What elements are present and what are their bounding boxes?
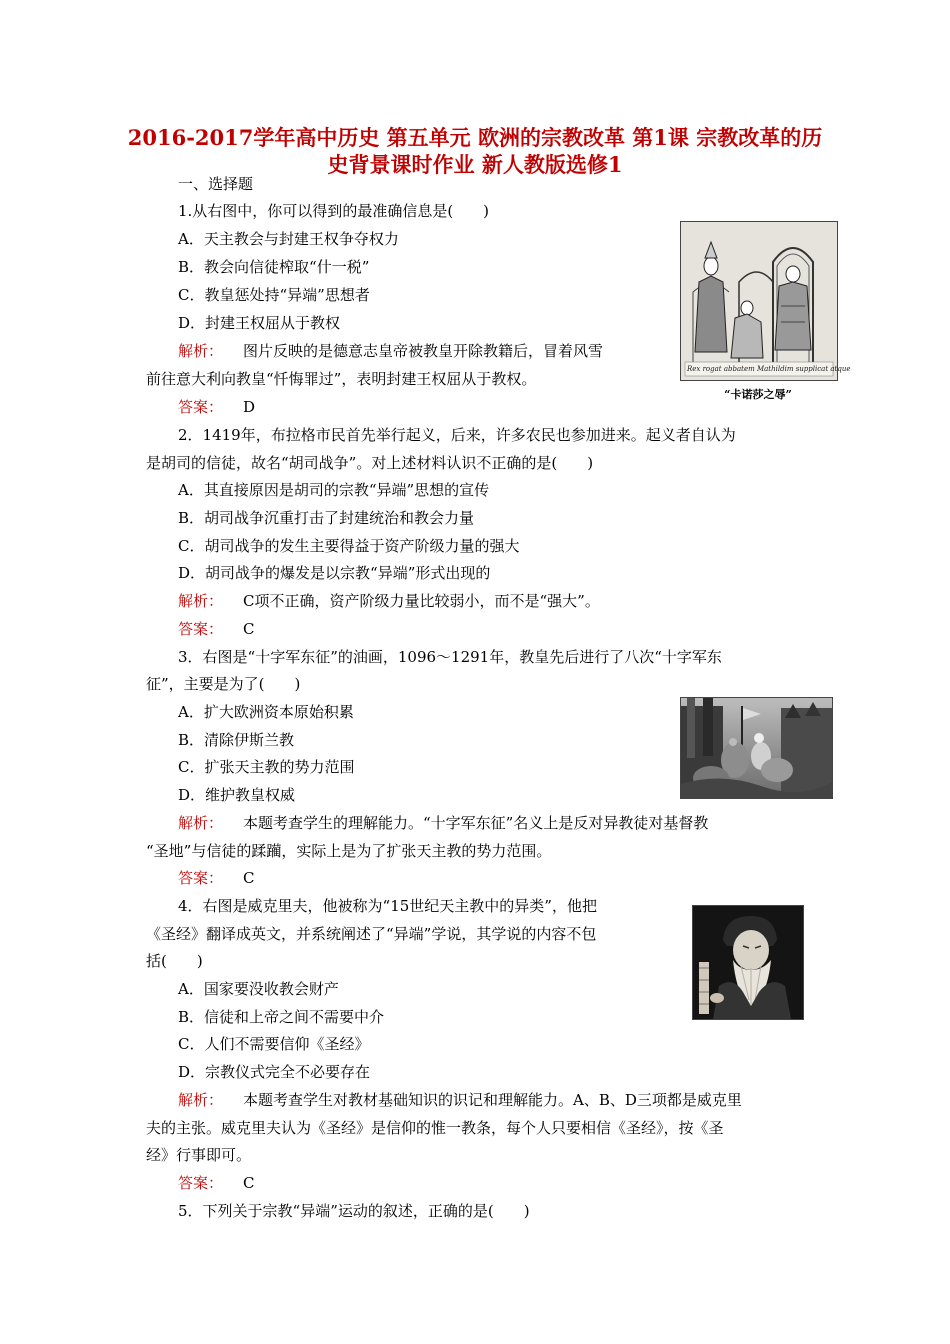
q2-option-c: C．胡司战争的发生主要得益于资产阶级力量的强大 xyxy=(178,537,520,555)
q3-option-a: A．扩大欧洲资本原始积累 xyxy=(178,703,354,721)
q3-stem-line-2: 征”，主要是为了( ) xyxy=(146,675,301,693)
q2-option-b: B．胡司战争沉重打击了封建统治和教会力量 xyxy=(178,509,475,527)
portrait-icon xyxy=(693,906,803,1019)
q1-stem: 1.从右图中，你可以得到的最准确信息是( ) xyxy=(178,202,490,220)
q1-option-b: B．教会向信徒榨取“什一税” xyxy=(178,258,370,276)
q1-option-d: D．封建王权屈从于教权 xyxy=(178,314,341,332)
q4-analysis-line-2: 夫的主张。威克里夫认为《圣经》是信仰的惟一教条，每个人只要相信《圣经》，按《圣 xyxy=(146,1119,724,1137)
q2-stem-line-1: 2．1419年，布拉格市民首先举行起义，后来，许多农民也参加进来。起义者自认为 xyxy=(178,426,736,444)
crusade-scene-icon xyxy=(681,698,832,798)
wycliffe-portrait xyxy=(692,905,804,1020)
q1-option-a: A．天主教会与封建王权争夺权力 xyxy=(178,230,399,248)
q1-option-c: C．教皇惩处持“异端”思想者 xyxy=(178,286,370,304)
q3-answer: C xyxy=(243,869,255,887)
q4-option-c: C．人们不需要信仰《圣经》 xyxy=(178,1035,370,1053)
q3-option-d: D．维护教皇权威 xyxy=(178,786,296,804)
q2-analysis-label: 解析： xyxy=(178,592,224,610)
document-title: 2016-2017学年高中历史 第五单元 欧洲的宗教改革 第1课 宗教改革的历史背景课时作业 新人教版选修1 xyxy=(127,125,823,177)
q2-option-a: A．其直接原因是胡司的宗教“异端”思想的宣传 xyxy=(178,481,490,499)
q4-stem-line-1: 4．右图是威克里夫，他被称为“15世纪天主教中的异类”，他把 xyxy=(178,897,597,915)
q1-answer-label: 答案： xyxy=(178,398,224,416)
q4-stem-line-3: 括( ) xyxy=(146,952,203,970)
q1-analysis-line-1: 图片反映的是德意志皇帝被教皇开除教籍后，冒着风雪 xyxy=(243,342,604,360)
q2-answer: C xyxy=(243,620,255,638)
q1-answer: D xyxy=(243,398,256,416)
q1-analysis-line-2: 前往意大利向教皇“忏悔罪过”，表明封建王权屈从于教权。 xyxy=(146,370,537,388)
q1-analysis-label: 解析： xyxy=(178,342,224,360)
q4-analysis-label: 解析： xyxy=(178,1091,224,1109)
q3-stem-line-1: 3．右图是“十字军东征”的油画，1096～1291年，教皇先后进行了八次“十字军东 xyxy=(178,648,722,666)
q2-stem-line-2: 是胡司的信徒，故名“胡司战争”。对上述材料认识不正确的是( ) xyxy=(146,454,594,472)
q4-analysis-line-3: 经》行事即可。 xyxy=(146,1146,252,1164)
crusades-painting xyxy=(680,697,833,799)
canossa-caption: “卡诺莎之辱” xyxy=(724,388,792,401)
canossa-illustration xyxy=(680,221,851,381)
q3-option-b: B．清除伊斯兰教 xyxy=(178,731,295,749)
q4-stem-line-2: 《圣经》翻译成英文，并系统阐述了“异端”学说，其学说的内容不包 xyxy=(146,925,597,943)
q3-analysis-line-2: “圣地”与信徒的蹂躏，实际上是为了扩张天主教的势力范围。 xyxy=(146,842,552,860)
q4-option-d: D．宗教仪式完全不必要存在 xyxy=(178,1063,371,1081)
canossa-inscription: Rex rogat abbatem Mathildim supplicat atque xyxy=(687,365,851,373)
q4-analysis-line-1: 本题考查学生对教材基础知识的识记和理解能力。A、B、D三项都是威克里 xyxy=(243,1091,742,1109)
q4-answer: C xyxy=(243,1174,255,1192)
section-heading: 一、选择题 xyxy=(178,175,254,193)
q2-analysis: C项不正确，资产阶级力量比较弱小，而不是“强大”。 xyxy=(243,592,600,610)
q4-answer-label: 答案： xyxy=(178,1174,224,1192)
q3-analysis-label: 解析： xyxy=(178,814,224,832)
medieval-drawing-icon xyxy=(681,222,851,380)
q3-answer-label: 答案： xyxy=(178,869,224,887)
q2-option-d: D．胡司战争的爆发是以宗教“异端”形式出现的 xyxy=(178,564,491,582)
q4-option-b: B．信徒和上帝之间不需要中介 xyxy=(178,1008,385,1026)
q5-stem: 5．下列关于宗教“异端”运动的叙述，正确的是( ) xyxy=(178,1202,530,1220)
q3-analysis-line-1: 本题考查学生的理解能力。“十字军东征”名义上是反对异教徒对基督教 xyxy=(243,814,709,832)
q4-option-a: A．国家要没收教会财产 xyxy=(178,980,339,998)
q3-option-c: C．扩张天主教的势力范围 xyxy=(178,758,355,776)
q2-answer-label: 答案： xyxy=(178,620,224,638)
